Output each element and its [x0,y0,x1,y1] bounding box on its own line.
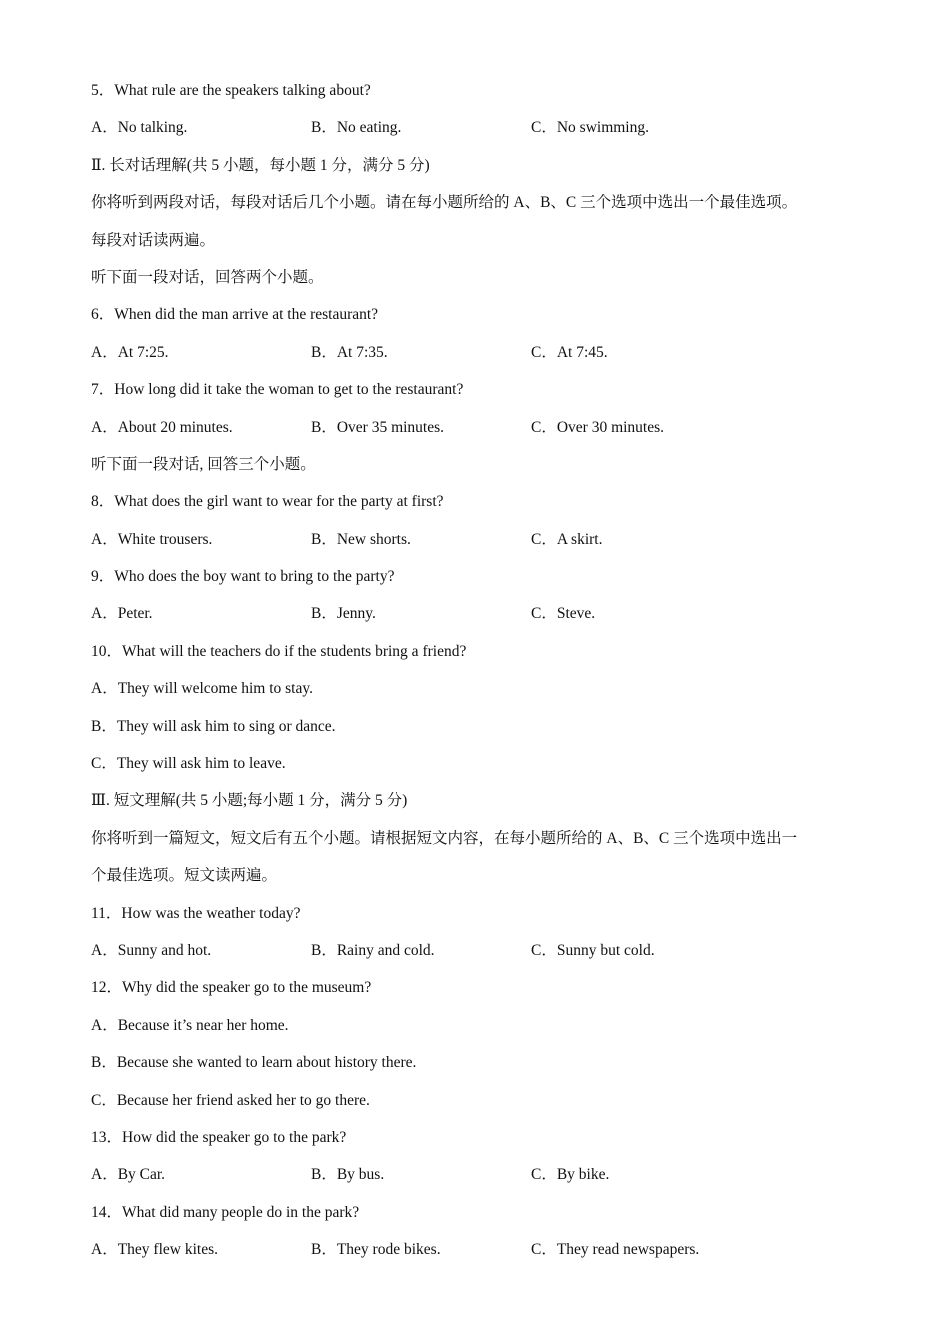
question-13: 13．How did the speaker go to the park? [91,1128,347,1146]
option-a: A．Sunny and hot. [91,941,212,959]
dialog-2-intro: 听下面一段对话, 回答三个小题。 [91,455,316,473]
option-b: B．By bus. [311,1166,385,1184]
question-7-options [91,413,881,450]
question-11: 11．How was the weather today? [91,904,301,922]
section-3-heading: Ⅲ. 短文理解(共 5 小题;每小题 1 分，满分 5 分) [91,792,408,810]
option-a: A．Because it’s near her home. [91,1016,289,1034]
option-b: B．No eating. [311,119,402,137]
question-8-options [91,525,881,562]
option-b: B．New shorts. [311,530,411,548]
exam-page [91,76,881,1273]
section-2-heading: Ⅱ. 长对话理解(共 5 小题，每小题 1 分，满分 5 分) [91,156,430,174]
option-b: B．Because she wanted to learn about history there. [91,1054,417,1072]
question-7: 7．How long did it take the woman to get to the restaurant? [91,381,464,399]
option-b: B．At 7:35. [311,343,388,361]
option-c: C．Steve. [531,605,596,623]
option-a: A．No talking. [91,119,188,137]
dialog-1-intro: 听下面一段对话，回答两个小题。 [91,268,324,286]
option-a: A．White trousers. [91,530,213,548]
option-c: C．They will ask him to leave. [91,755,286,773]
option-c: C．By bike. [531,1166,610,1184]
section-2-instructions: 你将听到两段对话，每段对话后几个小题。请在每小题所给的 A、B、C 三个选项中选出一个最佳选项。 [91,194,798,212]
option-c: C．At 7:45. [531,343,608,361]
question-12: 12．Why did the speaker go to the museum? [91,979,372,997]
option-c: C．No swimming. [531,119,649,137]
question-10: 10．What will the teachers do if the students bring a friend? [91,642,467,660]
question-14: 14．What did many people do in the park? [91,1203,360,1221]
section-2-instructions-cont: 每段对话读两遍。 [91,231,216,249]
option-b: B．Rainy and cold. [311,941,435,959]
option-b: B．Over 35 minutes. [311,418,445,436]
section-3-instructions-cont: 个最佳选项。短文读两遍。 [91,867,278,885]
question-5-options [91,113,881,150]
option-c: C．Because her friend asked her to go there. [91,1091,370,1109]
question-6: 6．When did the man arrive at the restaurant? [91,306,379,324]
question-13-options [91,1160,881,1197]
question-8: 8．What does the girl want to wear for the party at first? [91,493,444,511]
question-11-options [91,936,881,973]
option-c: C．Sunny but cold. [531,941,655,959]
question-14-options [91,1235,881,1272]
option-c: C．Over 30 minutes. [531,418,665,436]
option-a: A．They will welcome him to stay. [91,680,313,698]
question-9: 9．Who does the boy want to bring to the party? [91,568,395,586]
option-c: C．They read newspapers. [531,1241,700,1259]
option-c: C．A skirt. [531,530,603,548]
question-9-options [91,599,881,636]
option-b: B．They rode bikes. [311,1241,441,1259]
section-3-instructions: 你将听到一篇短文，短文后有五个小题。请根据短文内容，在每小题所给的 A、B、C 三个选项中选出一 [91,829,798,847]
option-a: A．Peter. [91,605,153,623]
question-6-options [91,338,881,375]
option-a: A．They flew kites. [91,1241,218,1259]
option-b: B．They will ask him to sing or dance. [91,717,336,735]
option-a: A．By Car. [91,1166,166,1184]
option-a: A．At 7:25. [91,343,169,361]
question-5: 5．What rule are the speakers talking about? [91,82,371,99]
option-b: B．Jenny. [311,605,376,623]
option-a: A．About 20 minutes. [91,418,233,436]
